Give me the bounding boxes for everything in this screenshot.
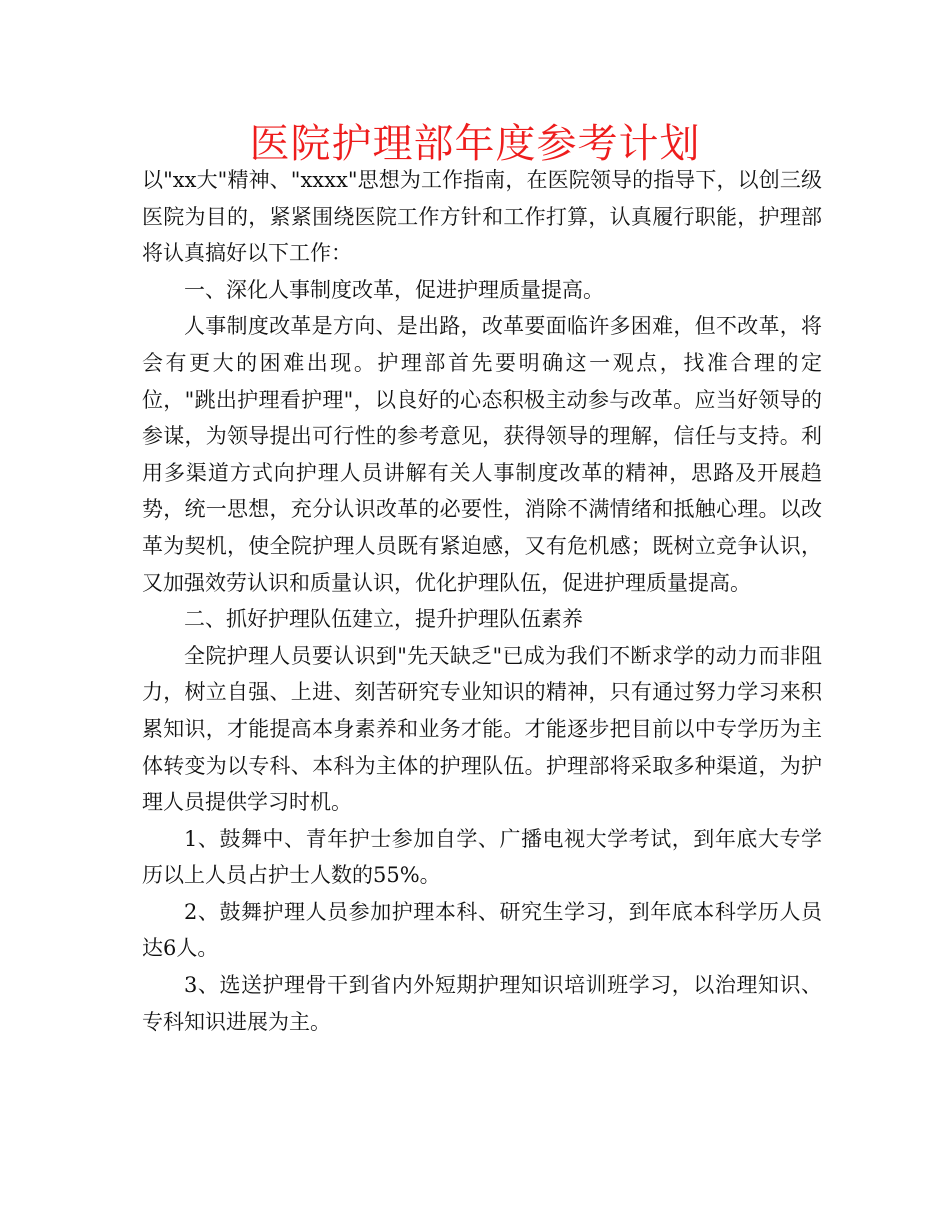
- list-item-2: 2、鼓舞护理人员参加护理本科、研究生学习，到年底本科学历人员达6人。: [142, 899, 822, 961]
- list-item-1: 1、鼓舞中、青年护士参加自学、广播电视大学考试，到年底大专学历以上人员占护士人数的55%。: [142, 826, 822, 888]
- section-1-paragraph: 人事制度改革是方向、是出路，改革要面临许多困难，但不改革，将会有更大的困难出现。护理部首先要明确这一观点，找准合理的定位，"跳出护理看护理"，以良好的心态积极主动参与改革。应当好领导的参谋，为领导提出可行性的参考意见，获得领导的理解，信任与支持。利用多渠道方式向护理人员讲解有关人事制度改革的精神，思路及开展趋势，统一思想，充分认识改革的必要性，消除不满情绪和抵触心理。以改革为契机，使全院护理人员既有紧迫感，又有危机感；既树立竞争认识，又加强效劳认识和质量认识，优化护理队伍，促进护理质量提高。: [142, 314, 822, 595]
- section-heading-1: 一、深化人事制度改革，促进护理质量提高。: [184, 277, 604, 302]
- section-heading-2: 二、抓好护理队伍建立，提升护理队伍素养: [184, 607, 583, 632]
- list-item-3: 3、选送护理骨干到省内外短期护理知识培训班学习，以治理知识、专科知识进展为主。: [142, 973, 822, 1034]
- document-body: [142, 162, 822, 1040]
- intro-paragraph: 以"xx大"精神、"xxxx"思想为工作指南，在医院领导的指导下，以创三级医院为目的，紧紧围绕医院工作方针和工作打算，认真履行职能，护理部将认真搞好以下工作：: [142, 168, 822, 266]
- document-title: 医院护理部年度参考计划: [249, 121, 701, 167]
- section-2-paragraph: 全院护理人员要认识到"先天缺乏"已成为我们不断求学的动力而非阻力，树立自强、上进、刻苦研究专业知识的精神，只有通过努力学习来积累知识，才能提高本身素养和业务才能。才能逐步把目前以中专学历为主体转变为以专科、本科为主体的护理队伍。护理部将采取多种渠道，为护理人员提供学习时机。: [142, 643, 822, 815]
